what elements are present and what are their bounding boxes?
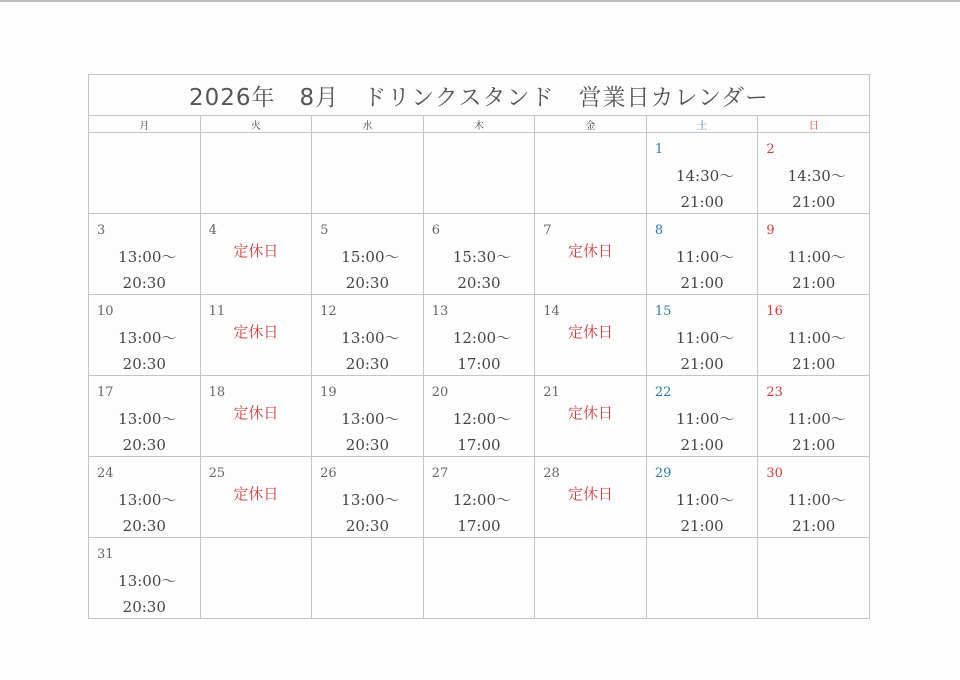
closed-day-label: 定休日 [233, 485, 279, 503]
day-number: 17 [97, 385, 114, 400]
business-hours [424, 325, 535, 377]
business-hours [647, 163, 758, 215]
day-cell [758, 376, 870, 457]
closing-time: 20:30 [457, 274, 501, 292]
business-hours [312, 487, 423, 539]
weekday-sat: 土 [646, 116, 758, 133]
business-hours [312, 244, 423, 296]
empty-day-cell [535, 133, 647, 214]
calendar-body [89, 133, 870, 619]
day-number: 23 [766, 385, 783, 400]
closing-time: 21:00 [680, 355, 724, 373]
business-hours [758, 163, 869, 215]
closed-day-label: 定休日 [568, 485, 614, 503]
day-cell [758, 214, 870, 295]
business-hours [758, 406, 869, 458]
business-hours [647, 487, 758, 539]
business-hours [89, 244, 200, 296]
business-hours [312, 325, 423, 377]
week-row [89, 457, 870, 538]
day-number: 6 [431, 223, 440, 238]
empty-day-cell [89, 133, 201, 214]
closing-time: 20:30 [345, 436, 390, 454]
week-row [89, 133, 870, 214]
day-number: 14 [543, 304, 560, 319]
day-cell [535, 457, 647, 538]
day-cell [89, 538, 201, 619]
closed-day-label: 定休日 [568, 323, 614, 341]
opening-time: 13:00〜 [341, 329, 400, 347]
day-cell [89, 214, 201, 295]
day-cell [758, 133, 870, 214]
day-cell [312, 214, 424, 295]
calendar-title: 2026年 8月 ドリンクスタンド 営業日カレンダー [89, 75, 870, 116]
opening-time: 11:00〜 [675, 329, 735, 347]
day-cell [89, 295, 201, 376]
closing-time: 20:30 [122, 274, 166, 292]
day-number: 20 [431, 385, 449, 400]
closed-day-label: 定休日 [233, 404, 279, 422]
day-cell [646, 133, 758, 214]
opening-time: 11:00〜 [787, 410, 846, 428]
day-cell [200, 214, 312, 295]
day-cell [646, 376, 758, 457]
day-number: 8 [654, 223, 664, 238]
day-cell [646, 214, 758, 295]
closing-time: 20:30 [122, 598, 166, 616]
day-number: 5 [320, 223, 329, 238]
day-number: 25 [208, 466, 226, 481]
day-number: 29 [654, 466, 672, 481]
business-hours [89, 406, 200, 458]
day-cell [312, 376, 424, 457]
weekday-tue: 火 [200, 116, 312, 133]
day-cell [423, 457, 535, 538]
business-hours [312, 406, 423, 458]
day-number: 19 [320, 385, 337, 400]
opening-time: 12:00〜 [452, 410, 512, 428]
empty-day-cell [758, 538, 870, 619]
weekday-sun: 日 [758, 116, 870, 133]
day-cell [200, 295, 312, 376]
opening-time: 11:00〜 [787, 329, 846, 347]
day-number: 18 [208, 385, 226, 400]
closing-time: 20:30 [122, 355, 166, 373]
business-hours [424, 244, 535, 296]
day-cell [758, 295, 870, 376]
day-number: 15 [654, 304, 672, 319]
business-hours [647, 406, 758, 458]
opening-time: 14:30〜 [787, 167, 846, 185]
closing-time: 21:00 [792, 193, 836, 211]
opening-time: 11:00〜 [787, 248, 846, 266]
empty-day-cell [535, 538, 647, 619]
day-cell [200, 457, 312, 538]
opening-time: 11:00〜 [675, 248, 735, 266]
week-row [89, 295, 870, 376]
closing-time: 21:00 [680, 193, 724, 211]
day-cell [423, 376, 535, 457]
day-number: 16 [766, 304, 783, 319]
empty-day-cell [200, 133, 312, 214]
empty-day-cell [312, 538, 424, 619]
business-hours [647, 244, 758, 296]
day-number: 1 [654, 142, 664, 157]
day-number: 21 [543, 385, 560, 400]
business-hours [758, 487, 869, 539]
day-number: 26 [320, 466, 337, 481]
day-cell [312, 457, 424, 538]
closing-time: 21:00 [680, 517, 724, 535]
closing-time: 21:00 [792, 436, 836, 454]
opening-time: 11:00〜 [787, 491, 846, 509]
opening-time: 14:30〜 [675, 167, 735, 185]
opening-time: 11:00〜 [675, 491, 735, 509]
closing-time: 21:00 [680, 436, 724, 454]
day-number: 9 [766, 223, 775, 238]
closing-time: 20:30 [345, 274, 390, 292]
day-cell [535, 295, 647, 376]
closed-day-label: 定休日 [568, 404, 614, 422]
opening-time: 13:00〜 [341, 410, 400, 428]
day-number: 11 [208, 304, 226, 319]
day-number: 4 [208, 223, 217, 238]
page-top-edge [0, 0, 960, 2]
business-hours [89, 487, 200, 539]
opening-time: 12:00〜 [452, 329, 512, 347]
opening-time: 13:00〜 [118, 572, 177, 590]
day-cell [646, 457, 758, 538]
closing-time: 17:00 [457, 436, 501, 454]
closing-time: 20:30 [345, 355, 390, 373]
day-cell [423, 295, 535, 376]
business-hours [758, 244, 869, 296]
closing-time: 20:30 [122, 436, 166, 454]
weekday-thu: 木 [423, 116, 535, 133]
opening-time: 13:00〜 [118, 248, 177, 266]
day-cell [89, 457, 201, 538]
weekday-wed: 水 [312, 116, 424, 133]
day-number: 12 [320, 304, 337, 319]
day-number: 2 [766, 142, 775, 157]
day-number: 31 [97, 547, 114, 562]
day-number: 3 [97, 223, 106, 238]
closing-time: 20:30 [122, 517, 166, 535]
closed-day-label: 定休日 [233, 242, 279, 260]
opening-time: 13:00〜 [341, 491, 400, 509]
business-hours [89, 325, 200, 377]
day-cell [758, 457, 870, 538]
day-cell [200, 376, 312, 457]
day-number: 22 [654, 385, 672, 400]
day-cell [646, 295, 758, 376]
closed-day-label: 定休日 [233, 323, 279, 341]
business-hours [424, 406, 535, 458]
opening-time: 12:00〜 [452, 491, 512, 509]
day-cell [423, 214, 535, 295]
day-number: 27 [431, 466, 449, 481]
closing-time: 20:30 [345, 517, 390, 535]
week-row [89, 214, 870, 295]
closing-time: 17:00 [457, 355, 501, 373]
business-hours [424, 487, 535, 539]
closed-day-label: 定休日 [568, 242, 614, 260]
weekday-fri: 金 [535, 116, 647, 133]
business-calendar [88, 74, 870, 619]
empty-day-cell [646, 538, 758, 619]
closing-time: 21:00 [792, 274, 836, 292]
opening-time: 13:00〜 [118, 491, 177, 509]
day-number: 30 [766, 466, 783, 481]
empty-day-cell [200, 538, 312, 619]
closing-time: 17:00 [457, 517, 501, 535]
weekday-header-row [89, 116, 870, 133]
opening-time: 13:00〜 [118, 410, 177, 428]
day-number: 28 [543, 466, 560, 481]
week-row [89, 538, 870, 619]
closing-time: 21:00 [792, 517, 836, 535]
day-number: 10 [97, 304, 114, 319]
empty-day-cell [312, 133, 424, 214]
day-number: 13 [431, 304, 449, 319]
week-row [89, 376, 870, 457]
business-hours [89, 568, 200, 620]
opening-time: 15:30〜 [452, 248, 512, 266]
empty-day-cell [423, 133, 535, 214]
closing-time: 21:00 [680, 274, 724, 292]
opening-time: 15:00〜 [341, 248, 400, 266]
opening-time: 13:00〜 [118, 329, 177, 347]
day-number: 7 [543, 223, 552, 238]
business-hours [758, 325, 869, 377]
day-number: 24 [97, 466, 114, 481]
empty-day-cell [423, 538, 535, 619]
business-hours [647, 325, 758, 377]
day-cell [535, 376, 647, 457]
day-cell [535, 214, 647, 295]
day-cell [89, 376, 201, 457]
day-cell [312, 295, 424, 376]
opening-time: 11:00〜 [675, 410, 735, 428]
closing-time: 21:00 [792, 355, 836, 373]
weekday-mon: 月 [89, 116, 201, 133]
